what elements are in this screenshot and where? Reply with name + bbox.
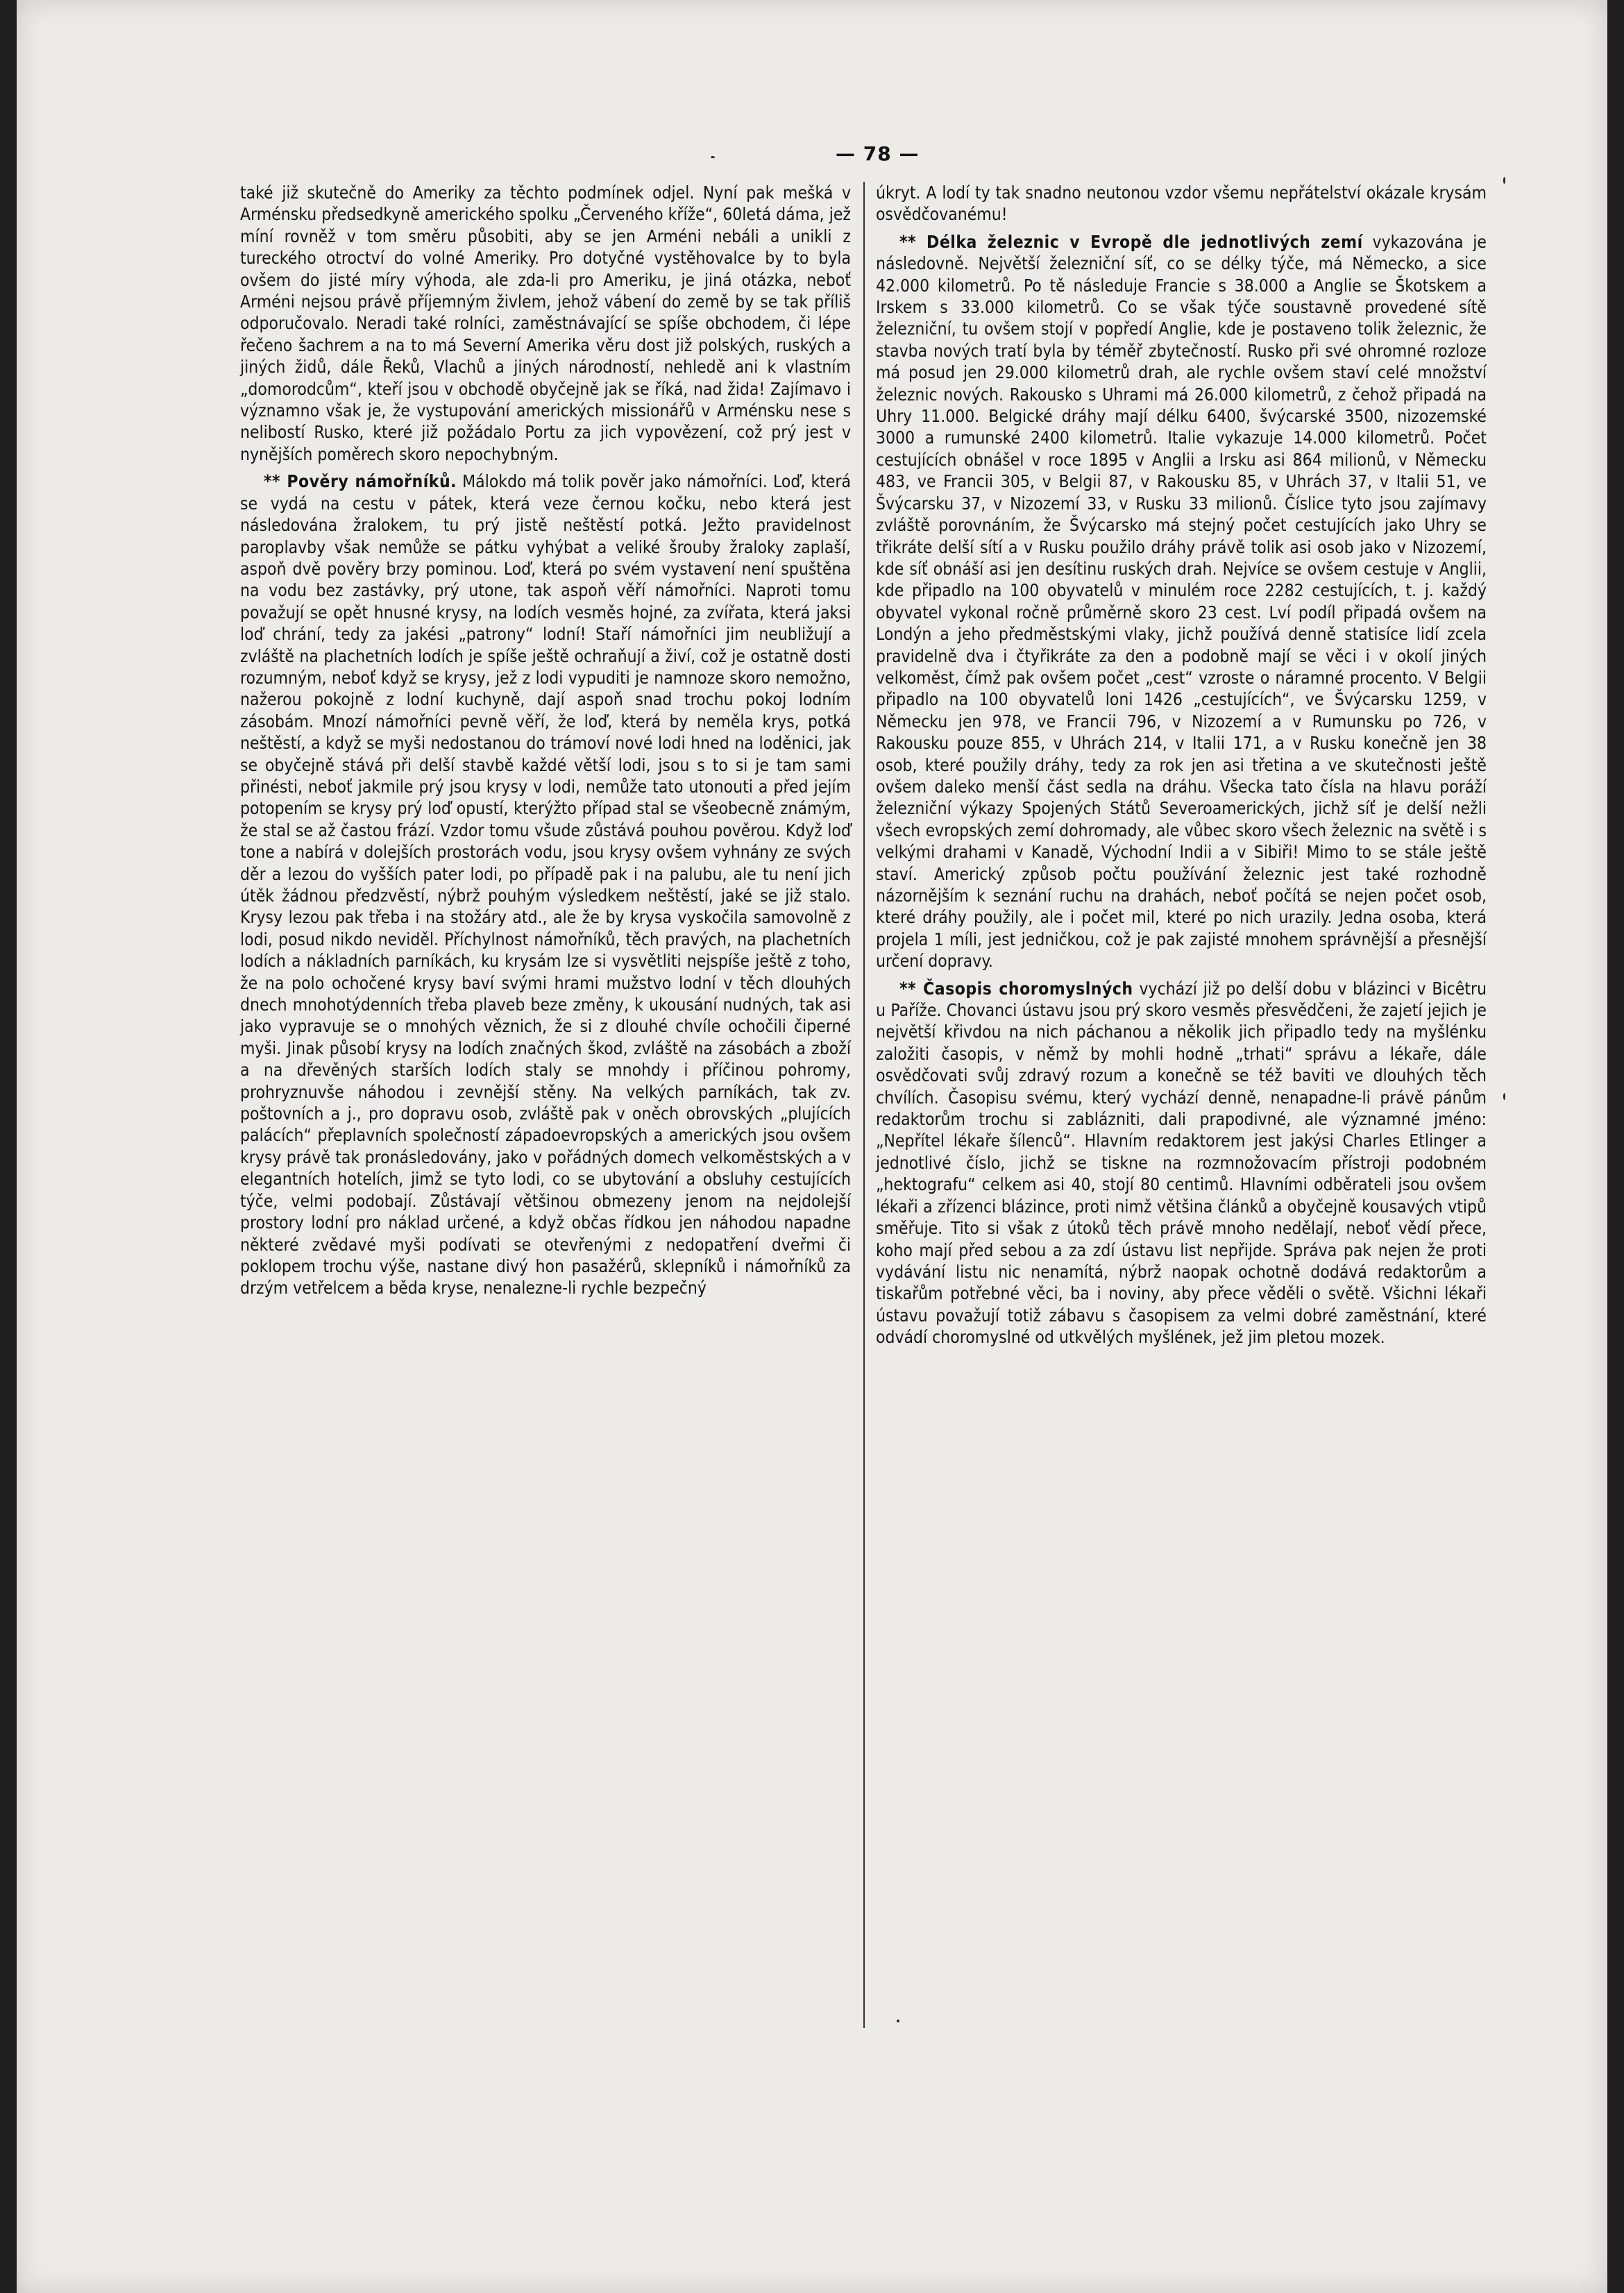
article-continuation: také již skutečně do Ameriky za těchto podmínek odjel. Nyní pak mešká v Arménsku předsedkyně amerického spolku „Červeného kříže“, 60letá dáma, jež míní rovněž v tom směru působiti, aby se jen Arméni nebáli a unikli z tureckého otroctví do volné Ameriky. Pro dotyčné vystěhovalce by to byla ovšem do jisté míry výhoda, ale zda-li pro Ameriku, je jiná otázka, neboť Arméni nejsou právě příjemným živlem, jehož vábení do země by se tak příliš odporučovalo. Neradi také rolníci, zaměstnávající se spíše obchodem, či lépe řečeno šachrem a na to má Severní Amerika věru dost již polských, ruských a jiných židů, dále Řeků, Vlachů a jiných národností, nehledě ani k vlastním „domorodcům“, kteří jsou v obchodě obyčejně jak se říká, nad žida! Zajímavo i významno však je, že vystupování amerických missionářů v Arménsku nese s nelibostí Rusko, které již požádalo Portu za jich vypovězení, což prý jest v nynějších poměrech skoro nepochybným.: [240, 183, 851, 464]
scan-speck: [711, 156, 715, 158]
article-heading: ** Délka železnic v Evropě dle jednotlivých zemí: [899, 231, 1363, 252]
article-asylum-journal: [876, 978, 1487, 1348]
scan-speck: [897, 2020, 899, 2022]
article-railways: [876, 231, 1487, 972]
right-column: [876, 182, 1487, 1348]
article-body: Málokdo má tolik pověr jako námořníci. Loď, která se vydá na cestu v pátek, která veze černou kočku, nebo která jest následována žralokem, tu prý jistě neštěstí potká. Ježto pravidelnost paroplavby však nemůže se pátku vyhýbat a veliké šrouby žraloky zaplaší, aspoň dvě pověry brzy pominou. Loď, která po svém vystavení není spuštěna na vodu bez zastávky, prý utone, tak aspoň věří námořníci. Naproti tomu považují se opět hnusné krysy, na lodích vesměs hojné, za zvířata, která jaksi loď chrání, tedy za jakési „patrony“ lodní! Staří námořníci jim neubližují a zvláště na plachetních lodích je spíše ještě ochraňují a živí, což je ostatně dosti rozumným, neboť když se krysy, jež z lodi vypuditi je namnoze skoro nemožno, nažerou pokojně z lodní kuchyně, dají aspoň snad trochu pokoj lodním zásobám. Mnozí námořníci pevně věří, že loď, která by neměla krys, potká neštěstí, a když se myši nedostanou do trámoví nové lodi hned na loděnici, jak se obyčejně stává při delší stavbě každé větší lodi, jsou s to si je tam sami přinésti, neboť jakmile prý jsou krysy v lodi, nemůže tato utonouti a před jejím potopením se krysy prý loď opustí, kterýžto případ stal se všeobecně známým, že stal se až častou frází. Vzdor tomu všude zůstává pouhou pověrou. Když loď tone a nabírá v dolejších prostorách vodu, jsou krysy ovšem vyhnány ze svých děr a lezou do vyšších pater lodi, po případě pak i na palubu, ale tu není jich útěk žádnou předzvěstí, nýbrž pouhým výsledkem neštěstí, jaké se již stalo. Krysy lezou pak třeba i na stožáry atd., ale že by krysa vyskočila samovolně z lodi, posud nikdo neviděl. Příchylnost námořníků, těch pravých, na plachetních lodích a nákladních parníkách, ku krysám lze si vysvětliti nejspíše ještě z toho, že na polo ochočené krysy baví svými hrami mužstvo lodní v těch dlouhých dnech mnohotýdenních třeba plaveb beze změny, k ukousání nudných, tak asi jako vypravuje se o mnohých věznich, že si z dlouhé chvíle ochočili čiperné myši. Jinak působí krysy na lodích značných škod, zvláště na zásobách a zboží a na dřevěných starších lodích staly se mnohdy i příčinou pohromy, prohryznuvše náhodou i zevnější stěny. Na velkých parníkách, tak zv. poštovních a j., pro dopravu osob, zvláště pak v oněch obrovských „plujících palácích“ přeplavních společností západoevropských a amerických jsou ovšem krysy právě tak pronásledovány, jako v pořádných domech velkoměstských a v elegantních hotelích, jimž se tyto lodi, co se ubytování a obsluhy cestujících týče, velmi podobají. Zůstávají většinou obmezeny jenom na nejdolejší prostory lodní pro náklad určené, a když občas řídkou jen náhodou napadne některé zvědavé myši podívati se otevřenými z nedopatření dveřmi či poklopem trochu výše, nastane divý hon pasažérů, sklepníků i námořníků za drzým vetřelcem a běda kryse, nenalezne-li rychle bezpečný: [240, 471, 851, 1298]
article-body: vykazována je následovně. Největší železniční síť, co se délky týče, má Německo, a sice 42.000 kilometrů. Po tě následuje Francie s 38.000 a Anglie se Škotskem a Irskem s 33.000 kilometrů. Co se však týče soustavně provedené sítě železniční, tu ovšem stojí v popředí Anglie, kde je postaveno tolik železnic, že stavba nových tratí byla by téměř zbytečností. Rusko při své ohromné rozloze má posud jen 29.000 kilometrů drah, ale rychle ovšem staví celé množství železnic nových. Rakousko s Uhrami má 26.000 kilometrů, z čehož připadá na Uhry 11.000. Belgické dráhy mají délku 6400, švýcarské 3500, nizozemské 3000 a rumunské 2400 kilometrů. Italie vykazuje 14.000 kilometrů. Počet cestujících obnášel v roce 1895 v Anglii a Irsku asi 864 milionů, v Německu 483, ve Francii 305, v Belgii 87, v Rakousku 85, v Uhrách 37, v Italii 51, ve Švýcarsku 37, v Nizozemí 33, v Rusku 33 milionů. Číslice tyto jsou zajímavy zvláště porovnáním, že Švýcarsko má stejný počet cestujících jako Uhry se třikráte delší sítí a v Rusku použilo dráhy právě tolik asi osob jako v Nizozemí, kde síť obnáší asi jen desítinu ruských drah. Nejvíce se ovšem cestuje v Anglii, kde připadlo na 100 obyvatelů v minulém roce 2282 cestujících, t. j. každý obyvatel vykonal ročně průměrně skoro 23 cest. Lví podíl připadá ovšem na Londýn a jeho předměstskými vlaky, jichž používá denně statisíce lidí zcela pravidelně dva i čtyřikráte za den a podobně mají se věci i v okolí jiných velkoměst, čímž pak ovšem počet „cest“ vzroste o náramné procento. V Belgii připadlo na 100 obyvatelů loni 1426 „cestujících“, ve Švýcarsku 1259, v Německu jen 978, ve Francii 796, v Nizozemí a v Rumunsku po 726, v Rakousku pouze 855, v Uhrách 214, v Italii 171, a v Rusku konečně jen 38 osob, které použily dráhy, tedy za rok jen asi třetina a ve skutečnosti ještě ovšem daleko menší část sedla na dráhu. Všecka tato čísla na hlavu poráží železniční výkazy Spojených Států Severoamerických, jichž síť je delší nežli všech evropských zemí dohromady, ale vůbec skoro všech železnic na světě i s velkými drahami v Kanadě, Východní Indii a v Sibiři! Mimo to se stále ještě staví. Americký způsob počtu používání železnic jest také rozhodně názornějším k seznání ruchu na drahách, neboť počítá se nejen počet osob, které dráhy použily, ale i počet mil, které po nich urazily. Jedna osoba, která projela 1 míli, jest jedničkou, což je pak zajisté mnohem správnější a přesnější určení dopravy.: [876, 231, 1487, 972]
left-column: [240, 182, 851, 1299]
article-heading: ** Pověry námořníků.: [264, 471, 457, 492]
scan-speck: [1503, 177, 1505, 184]
article-body: vychází již po delší dobu v blázinci v Bicêtru u Paříže. Chovanci ústavu jsou prý skoro vesměs přesvědčeni, že zajetí jejich je největší křivdou na nich páchanou a několik jich připadlo tedy na myšlénku založiti časopis, v němž by mohli hodně „trhati“ správu a lékaře, dále osvědčovati svůj zdravý rozum a konečně se též baviti ve dlouhých těch chvílích. Časopisu svému, který vychází denně, nenapadne-li právě pánům redaktorům trochu si zablázniti, dali prapodivné, ale významné jméno: „Nepřítel lékaře šílenců“. Hlavním redaktorem jest jakýsi Charles Etlinger a jednotlivé číslo, jichž se tiskne na rozmnožovacím přístroji podobném „hektografu“ celkem asi 40, stojí 80 centimů. Hlavními odběrateli jsou ovšem lékaři a zřízenci blázince, proti nimž většina článků a obyčejně kousavých vtipů směřuje. Tito si však z útoků těch právě mnoho nedělají, neboť vědí přece, koho mají před sebou a za zdí ústavu list nepřijde. Správa pak nejen že proti vydávání listu nic nenamítá, nýbrž naopak ochotně dodává redaktorům a tiskařům potřebné věci, ba i noviny, aby přece věděli o světě. Všichni lékaři ústavu považují totiž zábavu s časopisem za velmi dobré zaměstnání, které odvádí choromyslné od utkvělých myšlének, jež jim pletou mozek.: [876, 978, 1487, 1348]
article-superstitions: [240, 471, 851, 1298]
column-rule: [863, 182, 865, 2028]
newspaper-page: [17, 0, 1607, 2293]
page-number: — 78 —: [836, 142, 920, 165]
scan-speck: [1503, 1093, 1505, 1100]
article-heading: ** Časopis choromyslných: [899, 978, 1133, 999]
article-continuation-end: úkryt. A lodí ty tak snadno neutonou vzdor všemu nepřátelství okázale krysám osvědčovanému!: [876, 183, 1487, 225]
